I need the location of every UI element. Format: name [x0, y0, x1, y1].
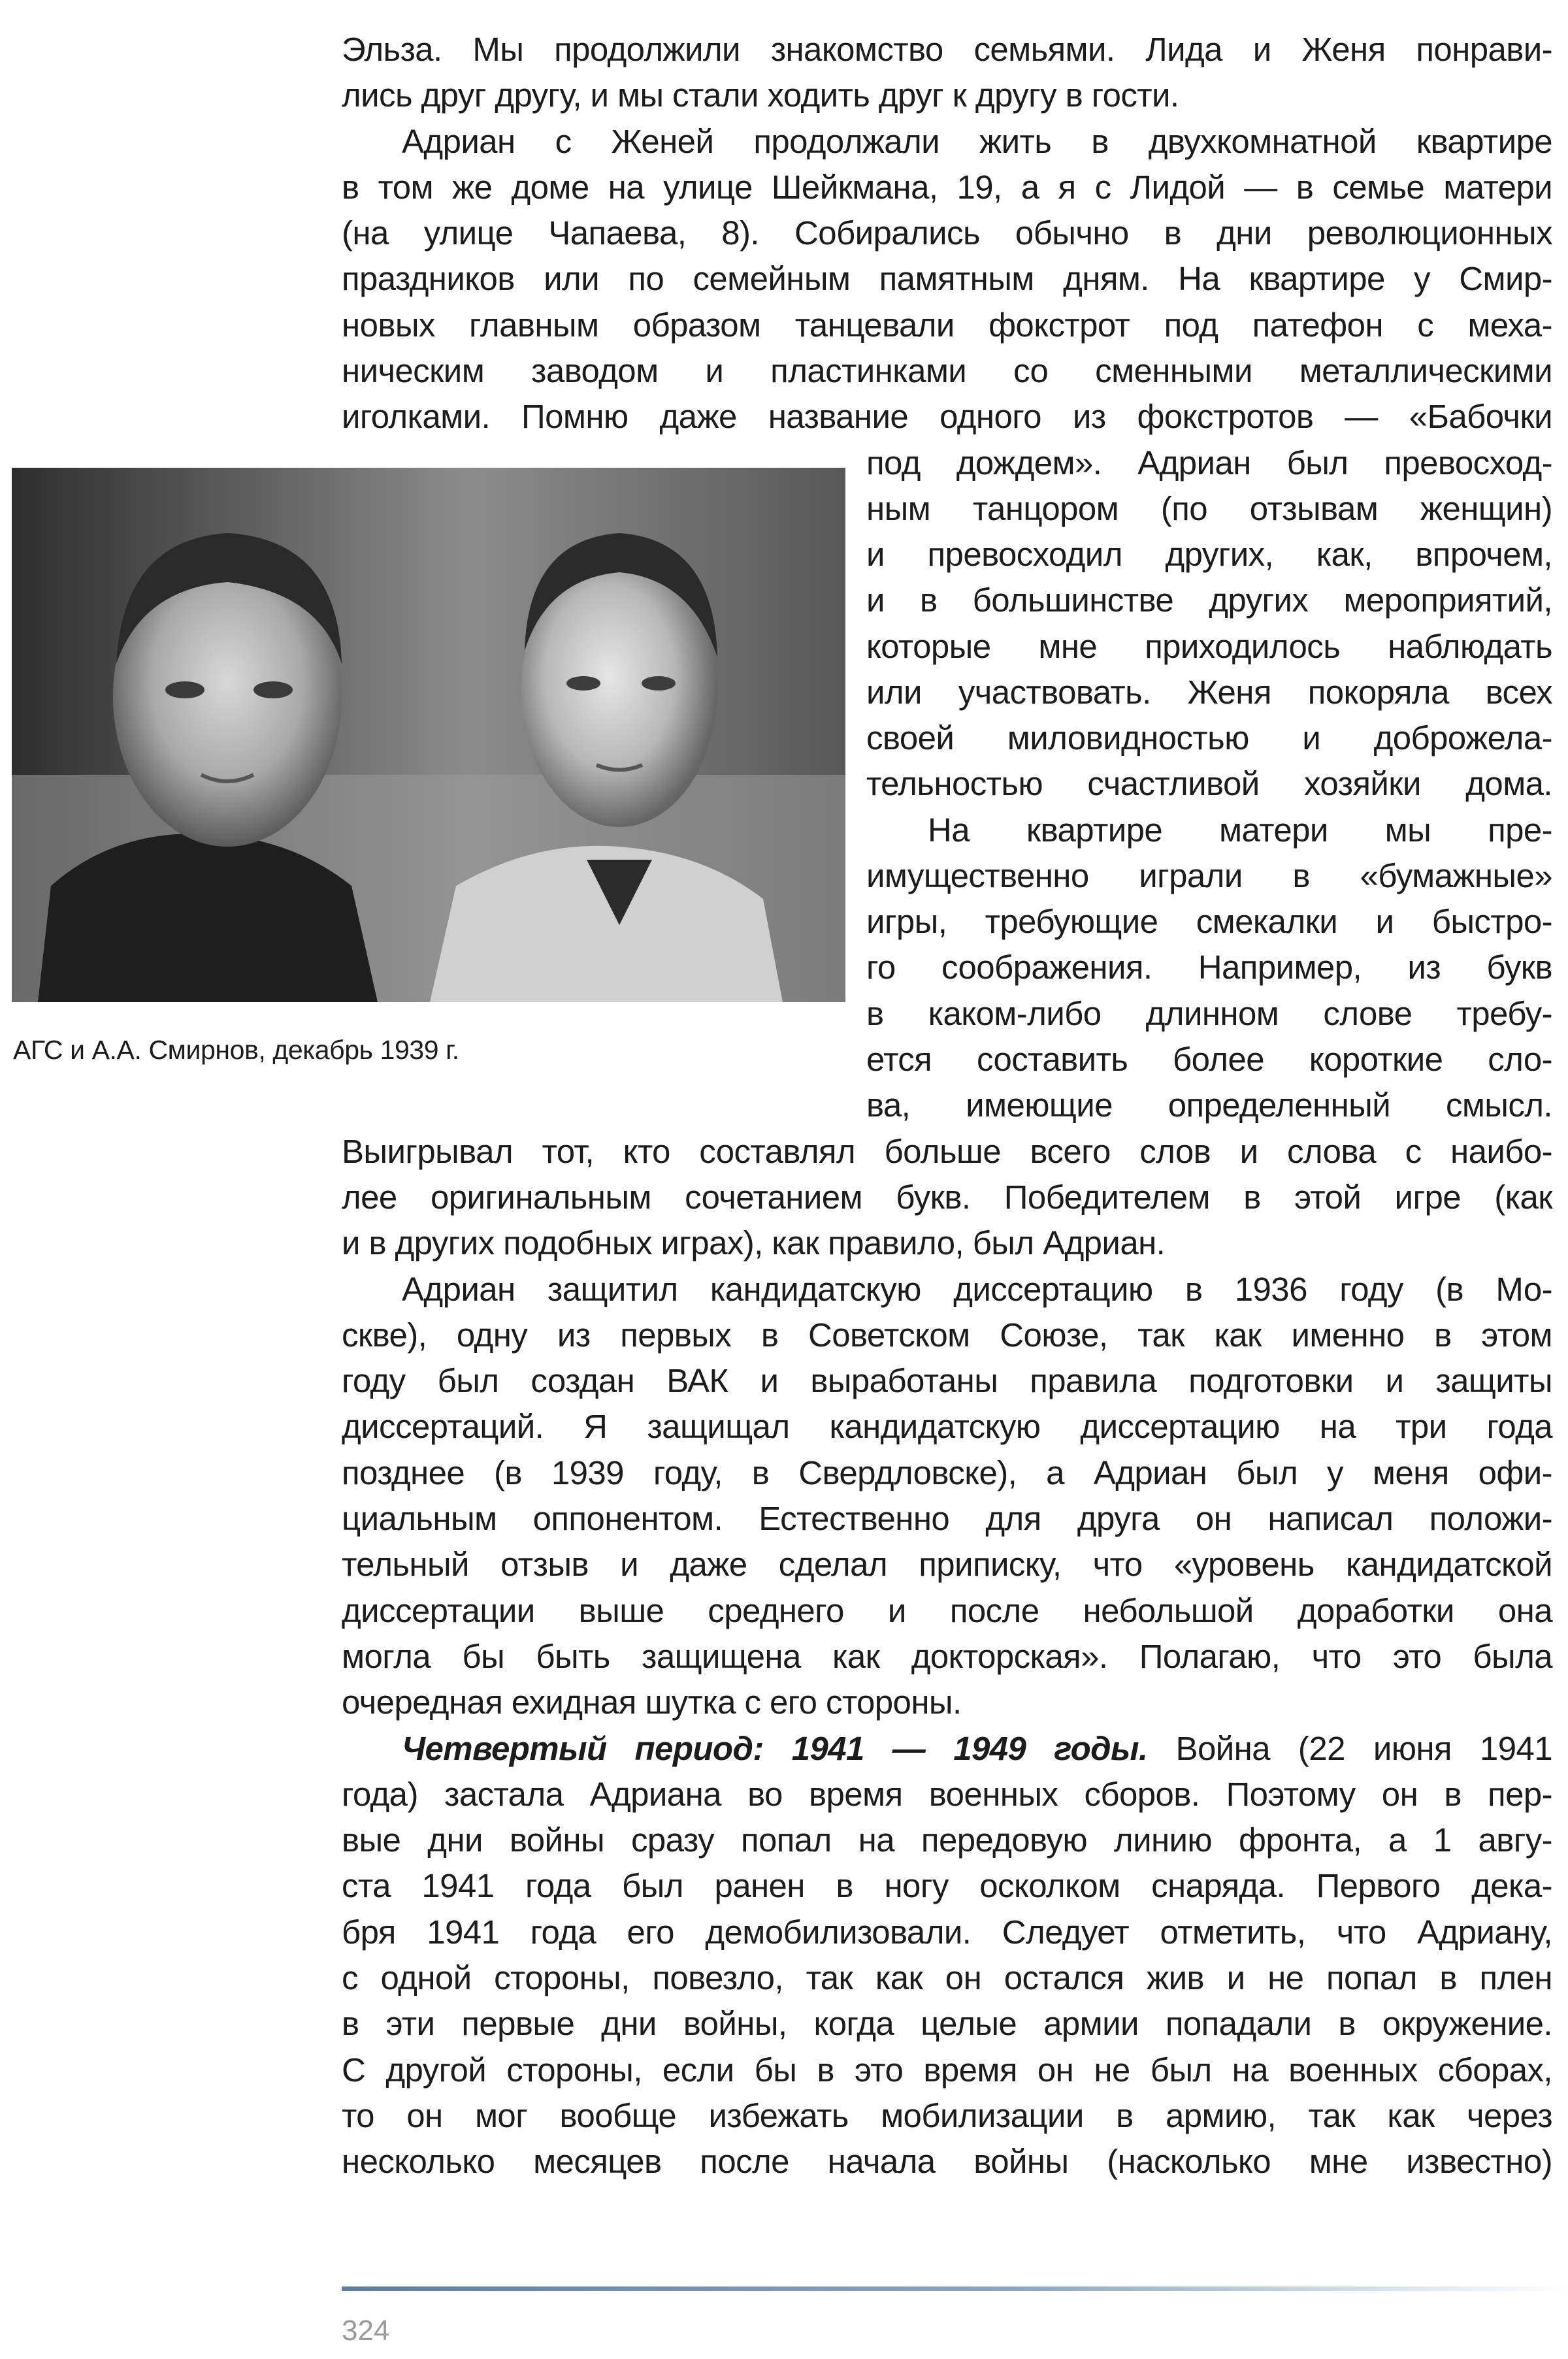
- text-line: имущественно играли в «бумажные»: [866, 857, 1552, 894]
- text-line: и в большинстве других мероприятий,: [866, 581, 1552, 619]
- text-line: тельный отзыв и даже сделал приписку, что «уровень кандидатской: [342, 1546, 1552, 1583]
- photo-image: [12, 468, 845, 1002]
- text-line: или участвовать. Женя покоряла всех: [866, 674, 1552, 711]
- text-line: циальным оппонентом. Естественно для друга он написал положи-: [342, 1500, 1552, 1537]
- text-line: (на улице Чапаева, 8). Собирались обычно в дни революционных: [342, 214, 1552, 252]
- text-line: ным танцором (по отзывам женщин): [866, 490, 1552, 527]
- text-line: вые дни войны сразу попал на передовую линию фронта, а 1 авгу-: [342, 1821, 1552, 1859]
- text-line: своей миловидностью и доброжела-: [866, 719, 1552, 757]
- section-heading-line: [402, 1727, 1552, 1771]
- text-line: С другой стороны, если бы в это время он не был на военных сборах,: [342, 2051, 1552, 2089]
- text-line: и превосходил других, как, впрочем,: [866, 536, 1552, 573]
- text-line: Выигрывал тот, кто составлял больше всего слов и слова с наибо-: [342, 1133, 1552, 1170]
- text-line: и в других подобных играх), как правило, был Адриан.: [342, 1224, 1166, 1261]
- text-line: с одной стороны, повезло, так как он остался жив и не попал в плен: [342, 1959, 1552, 1996]
- page-number: 324: [342, 2315, 390, 2347]
- footer-rule: [342, 2286, 1568, 2291]
- text-line: которые мне приходилось наблюдать: [866, 628, 1552, 665]
- text-line: ническим заводом и пластинками со сменными металлическими: [342, 352, 1552, 389]
- text-line: ста 1941 года был ранен в ногу осколком снаряда. Первого дека-: [342, 1867, 1552, 1904]
- text-line: могла бы быть защищена как докторская». Полагаю, что это была: [342, 1638, 1552, 1675]
- text-line: Адриан защитил кандидатскую диссертацию в 1936 году (в Мо-: [402, 1271, 1552, 1308]
- text-line: под дождем». Адриан был превосход-: [866, 444, 1552, 481]
- text-line: новых главным образом танцевали фокстрот под патефон с меха-: [342, 306, 1552, 344]
- text-line: игры, требующие смекалки и быстро-: [866, 903, 1552, 940]
- text-line: в каком-либо длинном слове требу-: [866, 995, 1552, 1032]
- text-line: года) застала Адриана во время военных сборов. Поэтому он в пер-: [342, 1776, 1552, 1813]
- text-line: тельностью счастливой хозяйки дома.: [866, 765, 1552, 802]
- text-line: Адриан с Женей продолжали жить в двухкомнатной квартире: [402, 123, 1552, 160]
- text-line: то он мог вообще избежать мобилизации в армию, так как через: [342, 2097, 1552, 2134]
- text-line: ется составить более короткие сло-: [866, 1041, 1552, 1078]
- text-line: году был создан ВАК и выработаны правила подготовки и защиты: [342, 1362, 1552, 1399]
- text-line: в эти первые дни войны, когда целые армии попадали в окружение.: [342, 2005, 1552, 2042]
- text-line: позднее (в 1939 году, в Свердловске), а Адриан был у меня офи-: [342, 1454, 1552, 1491]
- heading-continuation: Война (22 июня 1941: [1147, 1730, 1552, 1767]
- text-line: Эльза. Мы продолжили знакомство семьями. Лида и Женя понрави-: [342, 31, 1552, 68]
- text-line: лись друг другу, и мы стали ходить друг к другу в гости.: [342, 76, 1179, 114]
- text-line: в том же доме на улице Шейкмана, 19, а я с Лидой — в семье матери: [342, 169, 1552, 206]
- photo-caption: АГС и А.А. Смирнов, декабрь 1939 г.: [13, 1035, 459, 1065]
- photo-two-men: [12, 468, 845, 1002]
- text-line: бря 1941 года его демобилизовали. Следует отметить, что Адриану,: [342, 1913, 1552, 1951]
- text-line: го соображения. Например, из букв: [866, 949, 1552, 986]
- text-line: иголками. Помню даже название одного из фокстротов — «Бабочки: [342, 398, 1552, 435]
- text-line: скве), одну из первых в Советском Союзе, так как именно в этом: [342, 1316, 1552, 1354]
- text-line: лее оригинальным сочетанием букв. Победителем в этой игре (как: [342, 1179, 1552, 1216]
- text-line: диссертаций. Я защищал кандидатскую диссертацию на три года: [342, 1408, 1552, 1445]
- text-line: очередная ехидная шутка с его стороны.: [342, 1684, 962, 1721]
- text-line: несколько месяцев после начала войны (насколько мне известно): [342, 2143, 1552, 2180]
- text-line: праздников или по семейным памятным дням. На квартире у Смир-: [342, 260, 1552, 297]
- text-line: ва, имеющие определенный смысл.: [866, 1086, 1552, 1124]
- section-heading: Четвертый период: 1941 — 1949 годы.: [402, 1730, 1148, 1767]
- text-line: диссертации выше среднего и после небольшой доработки она: [342, 1592, 1552, 1629]
- text-line: На квартире матери мы пре-: [928, 811, 1552, 849]
